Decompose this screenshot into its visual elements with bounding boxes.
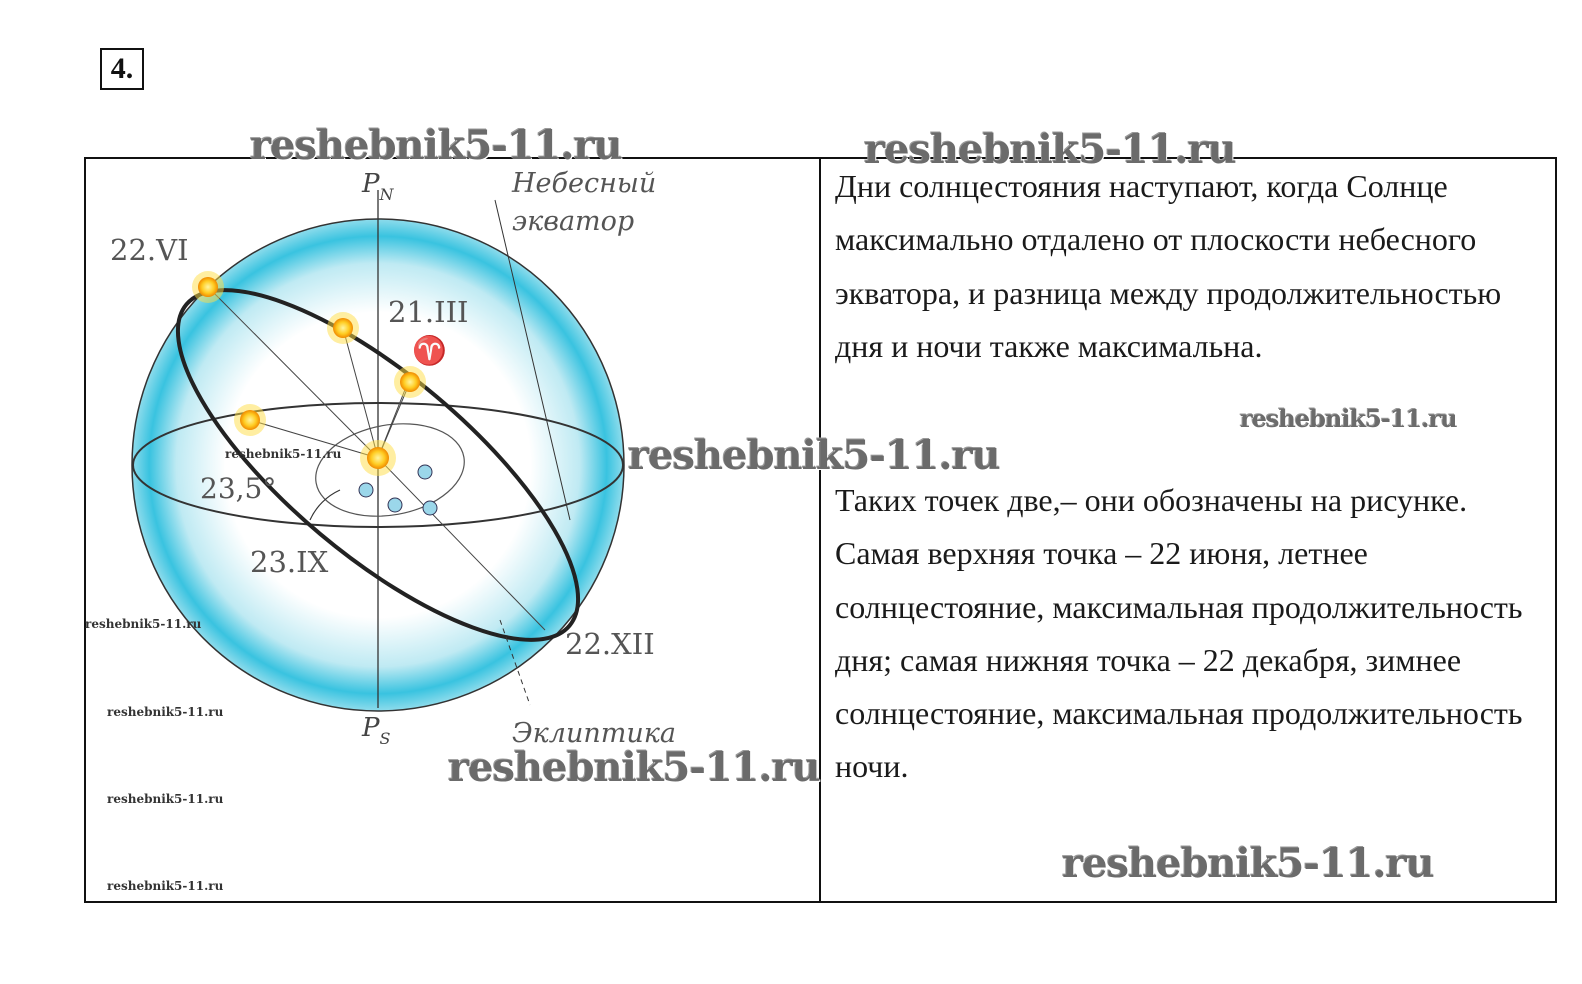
earth-2: [388, 498, 402, 512]
watermark: reshebnik5-11.ru: [107, 792, 224, 806]
answer-paragraph-1: Дни солнцестояния наступают, когда Солнце максимально отдалено от плоскости небесного экватора, и разница между продолжительностью дня и ночи также максимальна.: [835, 168, 1502, 364]
watermark: reshebnik5-11.ru: [864, 126, 1236, 173]
answer-text-cell-2: [835, 474, 1550, 794]
label-equator-2: экватор: [512, 206, 635, 237]
watermark: reshebnik5-11.ru: [448, 744, 820, 791]
watermark: reshebnik5-11.ru: [628, 432, 1000, 479]
label-date-sep: 23.IX: [250, 545, 329, 579]
label-date-jun: 22.VI: [110, 233, 189, 267]
label-date-mar: 21.III: [388, 295, 469, 329]
sun-mar-upper: [327, 312, 359, 344]
watermark: reshebnik5-11.ru: [1240, 404, 1457, 433]
answer-paragraph-2: Таких точек две,– они обозначены на рисунке.: [835, 482, 1468, 518]
watermark: reshebnik5-11.ru: [1062, 840, 1434, 887]
label-angle: 23,5°: [200, 472, 277, 505]
label-pole-south: $P_S$: [362, 713, 391, 748]
watermark: reshebnik5-11.ru: [250, 122, 622, 169]
earth-1: [359, 483, 373, 497]
answer-text-cell: [835, 160, 1550, 373]
sun-aries: [394, 366, 426, 398]
label-aries: ♈: [412, 334, 447, 367]
label-pole-north: $P_N$: [362, 169, 394, 204]
table-divider: [819, 157, 821, 903]
label-equator-1: Небесный: [512, 168, 657, 199]
earth-4: [418, 465, 432, 479]
watermark: reshebnik5-11.ru: [85, 617, 202, 631]
sun-center: [360, 440, 396, 476]
sun-june: [192, 271, 224, 303]
sun-sep: [234, 404, 266, 436]
watermark: reshebnik5-11.ru: [225, 447, 342, 461]
watermark: reshebnik5-11.ru: [107, 705, 224, 719]
label-date-dec: 22.XII: [565, 627, 655, 661]
earth-3: [423, 501, 437, 515]
watermark: reshebnik5-11.ru: [107, 879, 224, 893]
label-ecliptic: Эклиптика: [512, 718, 676, 749]
answer-paragraph-3: Самая верхняя точка – 22 июня, летнее солнцестояние, максимальная продолжительность дня; самая нижняя точка – 22 декабря, зимнее солнцестояние, максимальная продолжительность ночи.: [835, 535, 1523, 785]
task-number: 4.: [100, 48, 144, 90]
